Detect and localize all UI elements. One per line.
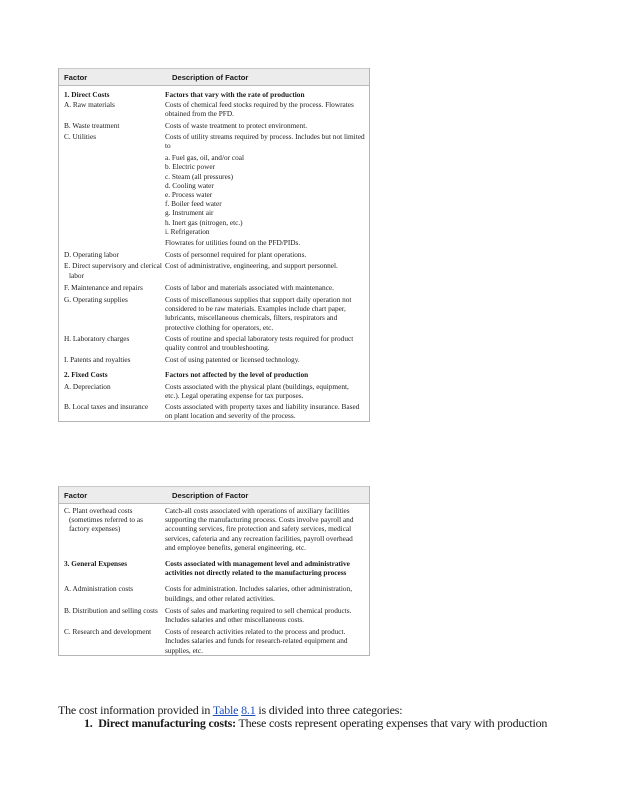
description-cell: e. Process water	[165, 190, 213, 200]
factor-cell: A. Depreciation	[64, 381, 111, 391]
description-cell: Factors not affected by the level of production	[165, 370, 309, 380]
table-row	[59, 506, 369, 552]
table-row	[59, 208, 369, 217]
table-row	[59, 181, 369, 190]
factor-cell	[59, 153, 165, 162]
factor-cell: B. Distribution and selling costs	[64, 605, 158, 615]
description-cell: Costs of chemical feed stocks required by the process. Flowrates obtained from the PFD.	[165, 100, 354, 119]
description-cell: Factors that vary with the rate of production	[165, 90, 305, 99]
intro-text-after: is divided into three categories:	[255, 703, 403, 717]
table-body	[59, 90, 369, 421]
factor-cell	[59, 172, 165, 181]
table-row	[59, 190, 369, 199]
factor-cell	[59, 238, 165, 247]
table-link[interactable]: Table	[212, 703, 239, 717]
factor-cell: C. Utilities	[64, 131, 97, 141]
description-cell: Costs of personnel required for plant operations.	[165, 250, 307, 260]
description-cell: Costs of sales and marketing required to sell chemical products. Includes salaries and other miscellaneous costs.	[165, 605, 352, 625]
description-cell: g. Instrument air	[165, 208, 214, 218]
description-cell: Cost of using patented or licensed technology.	[165, 355, 300, 365]
factor-cell: H. Laboratory charges	[64, 333, 130, 343]
table-row	[59, 627, 369, 655]
table-row	[59, 559, 369, 577]
table-row	[59, 132, 369, 150]
table-row	[59, 227, 369, 236]
description-cell: Costs of utility streams required by process. Includes but not limited to	[165, 131, 365, 151]
factor-cell	[59, 218, 165, 227]
list-text: These costs represent operating expenses that vary with production	[235, 716, 548, 730]
table-row	[59, 218, 369, 227]
table-row	[59, 283, 369, 292]
table-row	[59, 261, 369, 279]
factor-cell: I. Patents and royalties	[64, 355, 131, 365]
table-row	[59, 172, 369, 181]
factor-cell	[59, 227, 165, 236]
factor-cell: A. Raw materials	[64, 100, 115, 110]
factor-cell	[59, 199, 165, 208]
table-row	[59, 606, 369, 624]
description-cell: b. Electric power	[165, 162, 216, 172]
description-cell: Costs for administration. Includes salaries, other administration, buildings, and other related activities.	[165, 584, 353, 603]
description-cell: Costs of waste treatment to protect environment.	[165, 120, 308, 130]
description-cell: Costs of miscellaneous supplies that support daily operation not considered to be raw materials. Examples include chart paper, lubricants, miscellaneous chemicals, filters, respirators and protective clothing for operators, etc.	[165, 295, 352, 332]
factor-cell: D. Operating labor	[64, 250, 119, 260]
description-cell: Costs of research activities related to the process and product. Includes salaries and funds for research-related equipment and supplies, etc.	[165, 627, 348, 655]
factor-cell: B. Local taxes and insurance	[64, 402, 149, 412]
factor-cell	[59, 162, 165, 171]
description-cell: Costs associated with property taxes and liability insurance. Based on plant location and severity of the process.	[165, 402, 360, 421]
table-row	[59, 199, 369, 208]
table-row	[59, 382, 369, 400]
table-header	[59, 486, 369, 504]
header-factor: Factor	[64, 72, 88, 82]
description-cell: h. Inert gas (nitrogen, etc.)	[165, 217, 243, 227]
table-row	[59, 100, 369, 118]
factor-cell: F. Maintenance and repairs	[64, 282, 143, 292]
table-row	[59, 162, 369, 171]
table-row	[59, 355, 369, 364]
table-row	[59, 370, 369, 379]
table-row	[59, 121, 369, 130]
description-cell: Costs associated with management level and administrative activities not directly related to the manufacturing process	[165, 559, 350, 578]
list-item	[84, 716, 547, 731]
cost-table-part2	[58, 486, 370, 656]
factor-cell	[59, 190, 165, 199]
description-cell: i. Refrigeration	[165, 226, 210, 236]
factor-cell: G. Operating supplies	[64, 295, 128, 305]
header-description: Description of Factor	[172, 490, 249, 500]
description-cell: Flowrates for utilities found on the PFD/PIDs.	[165, 238, 301, 248]
factor-cell: B. Waste treatment	[64, 120, 120, 130]
intro-text-before: The cost information provided in	[58, 703, 213, 717]
description-cell: a. Fuel gas, oil, and/or coal	[165, 153, 245, 163]
list-term: Direct manufacturing costs:	[98, 716, 236, 730]
table-row	[59, 402, 369, 420]
factor-cell: C. Plant overhead costs (sometimes referred to as factory expenses)	[64, 506, 143, 534]
list-number: 1.	[84, 716, 93, 730]
factor-cell: 2. Fixed Costs	[64, 370, 108, 380]
table-row	[59, 250, 369, 259]
header-factor: Factor	[64, 490, 88, 500]
table-row	[59, 584, 369, 602]
description-cell: Costs of routine and special laboratory tests required for product quality control and troubleshooting.	[165, 333, 354, 353]
description-cell: f. Boiler feed water	[165, 199, 222, 209]
description-cell: Cost of administrative, engineering, and support personnel.	[165, 261, 338, 271]
description-cell: d. Cooling water	[165, 180, 214, 190]
description-cell: c. Steam (all pressures)	[165, 171, 234, 181]
table-row	[59, 295, 369, 332]
table-body	[59, 506, 369, 655]
table-number-link[interactable]: 8.1	[241, 703, 256, 717]
cost-table-part1	[58, 68, 370, 422]
description-cell: Costs associated with the physical plant (buildings, equipment, etc.). Legal operating expense for tax purposes.	[165, 381, 349, 400]
table-row	[59, 153, 369, 162]
table-row	[59, 238, 369, 247]
factor-cell: E. Direct supervisory and clerical labor	[64, 261, 162, 280]
header-description: Description of Factor	[172, 72, 249, 82]
factor-cell: 3. General Expenses	[64, 559, 128, 569]
table-header	[59, 68, 369, 86]
factor-cell	[59, 181, 165, 190]
factor-cell: A. Administration costs	[64, 584, 134, 594]
factor-cell: 1. Direct Costs	[64, 90, 110, 99]
factor-cell	[59, 208, 165, 217]
table-row	[59, 334, 369, 352]
table-row	[59, 90, 369, 99]
description-cell: Catch-all costs associated with operations of auxiliary facilities supporting the manufacturing process. Costs involve payroll and accounting services, fire protection and safety services, medical services, cafeteria and any recreation facilities, payroll overhead and employee benefits, general engineering, etc.	[165, 506, 354, 552]
factor-cell: C. Research and development	[64, 627, 152, 637]
description-cell: Costs of labor and materials associated with maintenance.	[165, 282, 334, 292]
